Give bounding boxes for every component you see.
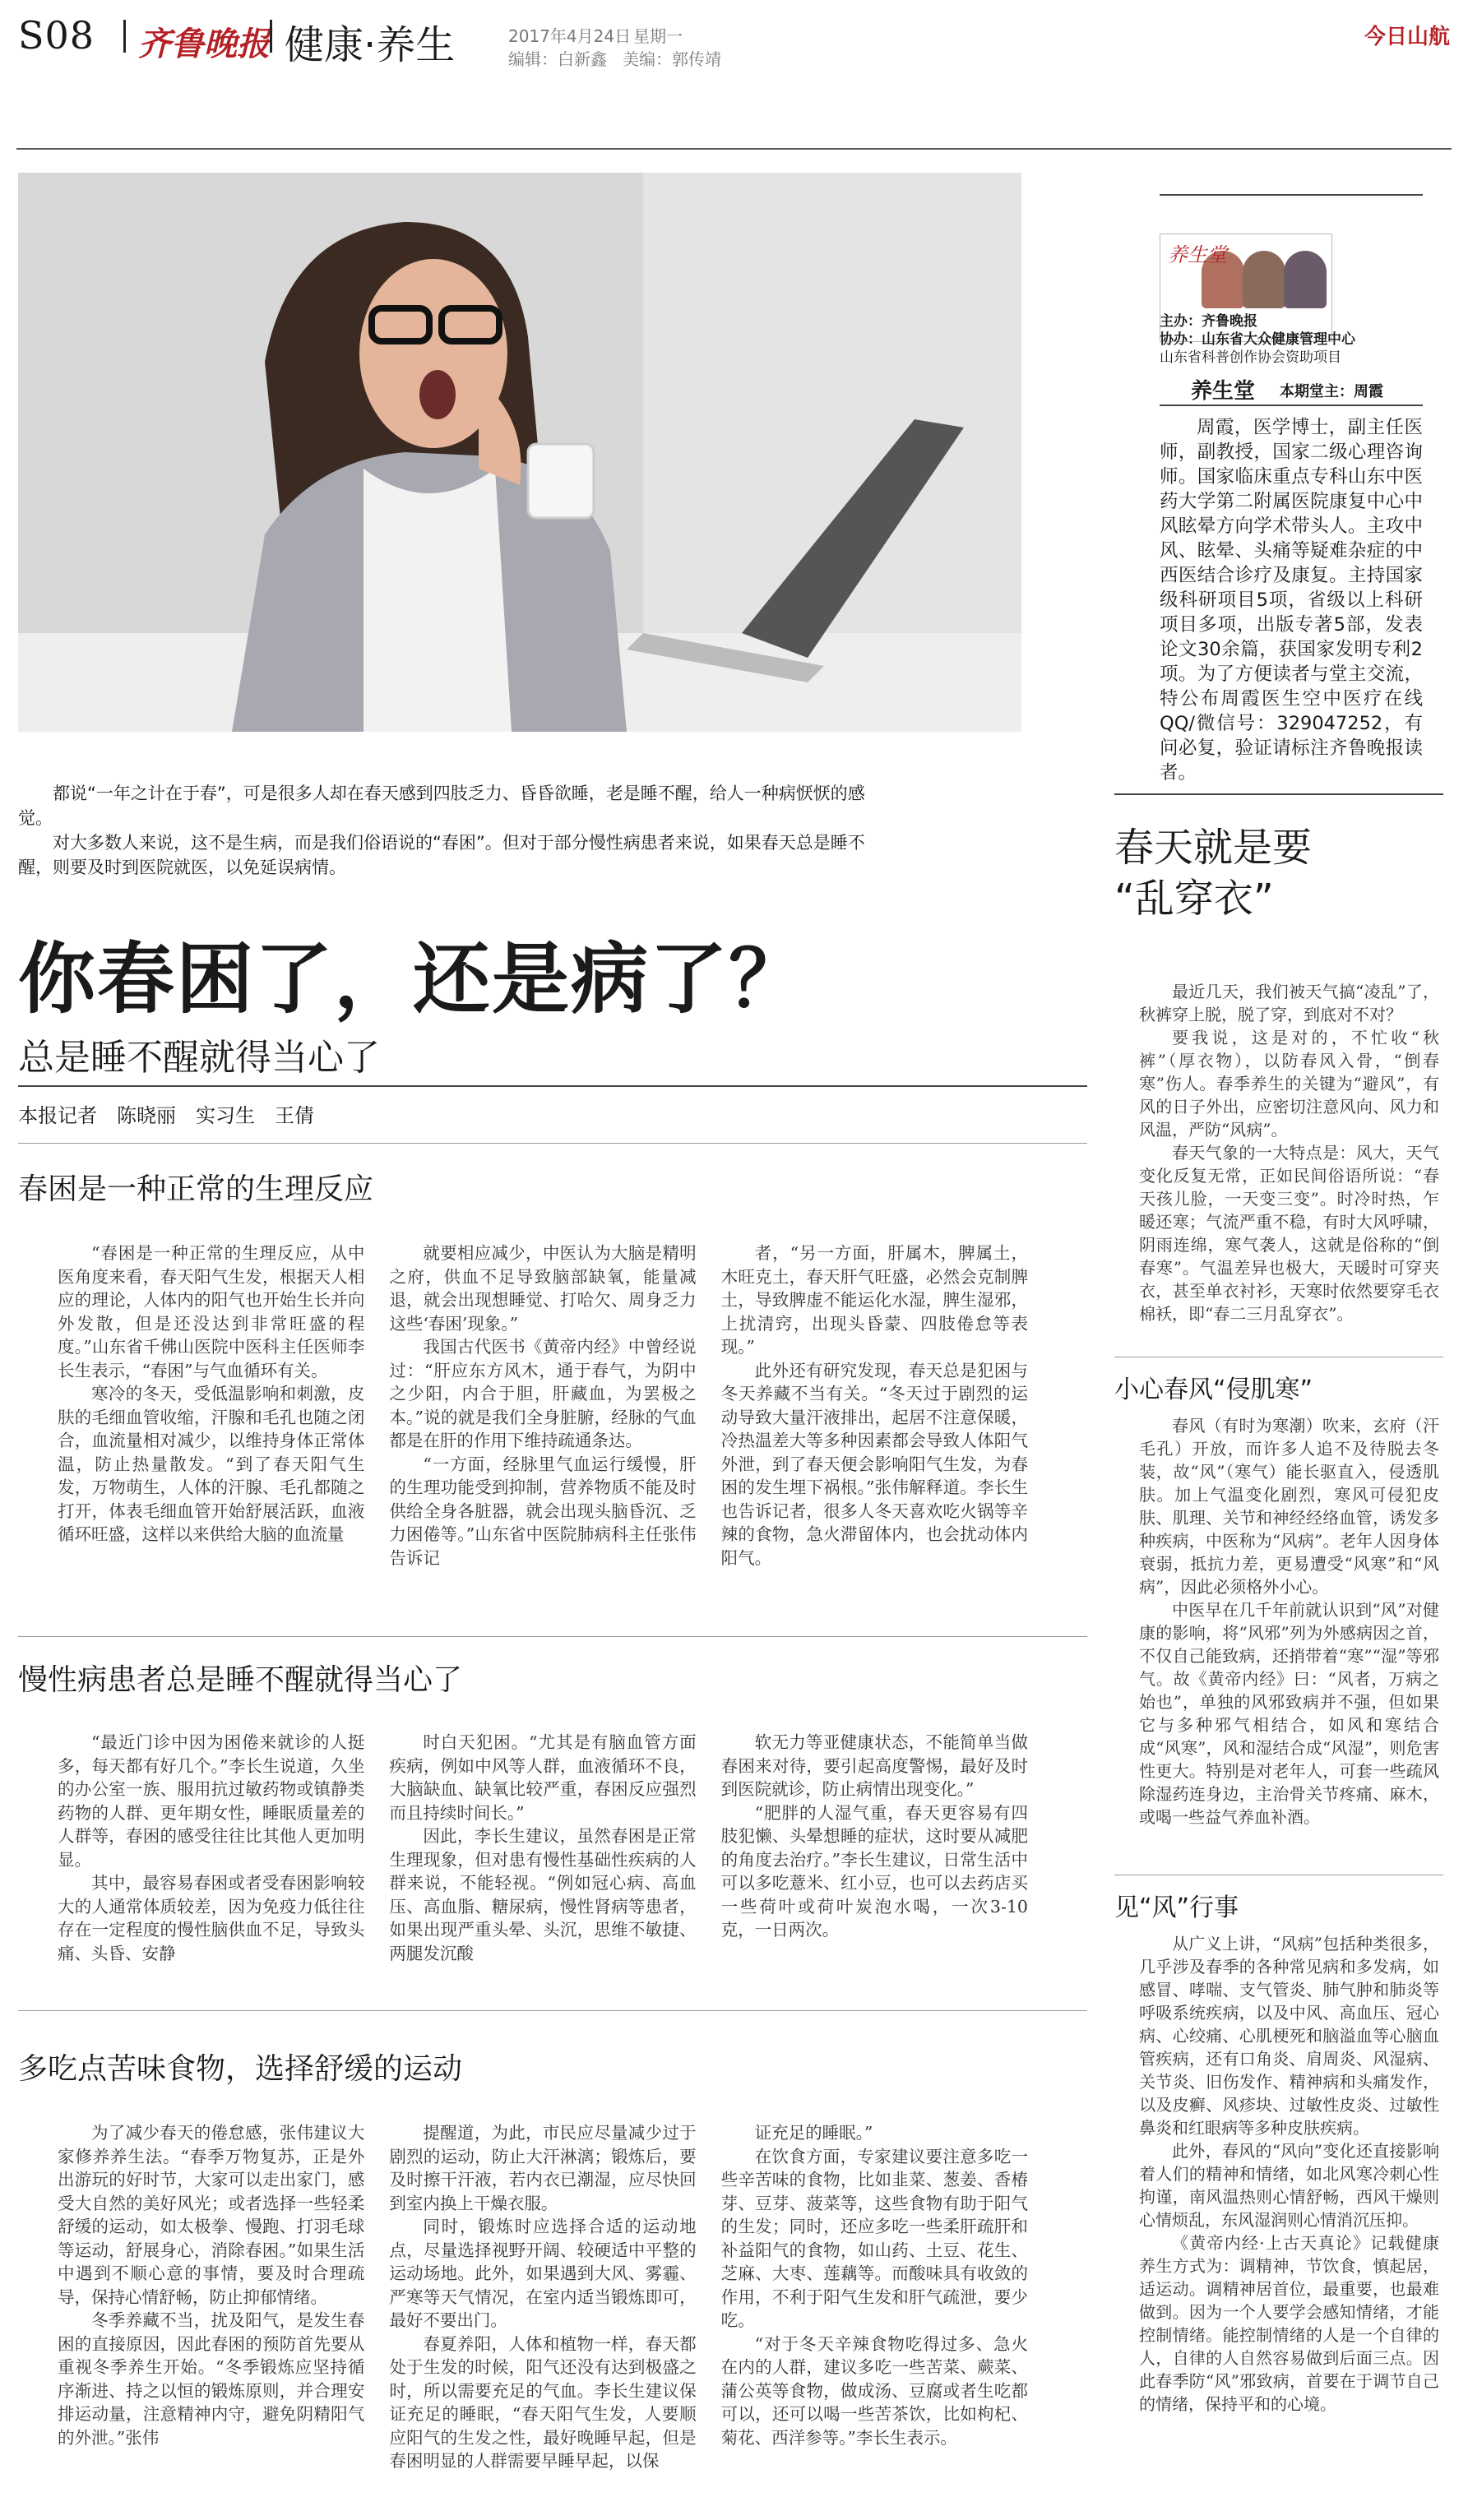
section-heading: 慢性病患者总是睡不醒就得当心了 [18,1663,463,1697]
side-heading: 见“风”行事 [1114,1893,1239,1922]
paragraph: 春天气象的一大特点是：风大，天气变化反复无常，正如民间俗语所说：“春天孩儿脸，一天变三变”。时冷时热，乍暖还寒；气流严重不稳，有时大风呼啸，阴雨连绵，寒气袭人，这就是俗称的“倒春寒”。气温差异也极大，天暖时可穿夹衣，甚至单衣衬衫，天寒时依然要穿毛衣棉袄，即“春二三月乱穿衣”。 [1139,1143,1439,1324]
paragraph: 提醒道，为此，市民应尽量减少过于剧烈的运动，防止大汗淋漓；锻炼后，要及时擦干汗液，若内衣已潮湿，应尽快回到室内换上干燥衣服。 [389,2123,697,2213]
byline-rule [18,1085,1087,1087]
column-assist-org: 协办：山东省大众健康管理中心 [1160,331,1355,348]
section-heading: 春困是一种正常的生理反应 [18,1172,374,1206]
side-heading: 小心春风“侵肌寒” [1114,1376,1313,1404]
side-title-line: 春天就是要 [1114,825,1313,871]
page-number: S08 [18,13,95,58]
paragraph: 春风（有时为寒潮）吹来，玄府（汗毛孔）开放，而许多人追不及待脱去冬装，故“风”（寒气）能长驱直入，侵透肌肤。加上气温变化剧烈，寒风可侵犯皮肤、肌理、关节和神经经络血管，诱发多种疾病，中医称为“风病”。老年人因身体衰弱，抵抗力差，更易遭受“风寒”和“风病”，因此必须格外小心。 [1139,1416,1439,1597]
column-name: 养生堂 [1191,379,1256,404]
paragraph: 软无力等亚健康状态，不能简单当做春困来对待，要引起高度警惕，最好及时到医院就诊，防止病情出现变化。” [720,1732,1028,1799]
section-body [58,1731,1028,1965]
paragraph: “肥胖的人湿气重，春天更容易有四肢犯懒、头晕想睡的症状，这时要从减肥的角度去治疗。”李长生建议，日常生活中可以多吃薏米、红小豆，也可以去药店买一些荷叶或荷叶炭泡水喝，一次3-10克，一日两次。 [720,1802,1028,1940]
column-logo: 养生堂 [1168,243,1227,266]
editor-credit: 编辑：白新鑫 [508,49,607,69]
paragraph: “一方面，经脉里气血运行缓慢，肝的生理功能受到抑制，营养物质不能及时供给全身各脏器，就会出现头脑昏沉、乏力困倦等。”山东省中医院肺病科主任张伟告诉记 [389,1454,697,1568]
header-rule [16,148,1452,150]
paragraph: 时白天犯困。“尤其是有脑血管方面疾病，例如中风等人群，血液循环不良，大脑缺血、缺氧比较严重，春困反应强烈而且持续时间长。” [389,1732,697,1823]
side-title [1114,822,1312,924]
subtitle: 总是睡不醒就得当心了 [18,1037,380,1079]
intro [18,781,882,880]
paragraph: “春困是一种正常的生理反应，从中医角度来看，春天阳气生发，根据天人相应的理论，人体内的阳气也开始生长并向外发散，但是还没达到非常旺盛的程度。”山东省千佛山医院中医科主任医师李长生表示，“春困”与气血循环有关。 [58,1243,365,1380]
header-tag: 今日山航 [1364,25,1450,49]
issue-weekday: 星期一 [633,26,683,46]
paragraph: 中医早在几千年前就认识到“风”对健康的影响，将“风邪”列为外感病因之首，不仅自己能致病，还捎带着“寒”“湿”等邪气。故《黄帝内经》曰：“风者，万病之始也”，单独的风邪致病并不强，但如果它与多种邪气相结合，如风和寒结合成“风寒”，风和湿结合成“风湿”，则危害性更大。特别是对老年人，可套一些疏风除湿药连身边，主治骨关节疼痛、麻木，或喝一些益气养血补酒。 [1139,1600,1439,1827]
section-rule [18,1143,1087,1144]
side-section [1139,1932,1439,2416]
section-body [58,1242,1028,1570]
paragraph: 此外，春风的“风向”变化还直接影响着人们的精神和情绪，如北风寒冷刺心性拘谨，南风温热则心情舒畅，西风干燥则心情烦乱，东风湿润则心情消沉压抑。 [1139,2141,1439,2230]
paragraph: 我国古代医书《黄帝内经》中曾经说过：“肝应东方风木，通于春气，为阴中之少阳，内合于胆，肝藏血，为罢极之本。”说的就是我们全身脏腑，经脉的气血都是在肝的作用下维持疏通条达。 [389,1337,697,1450]
column-top-rule [1160,194,1423,196]
paragraph: 在饮食方面，专家建议要注意多吃一些辛苦味的食物，比如韭菜、葱姜、香椿芽、豆芽、菠菜等，这些食物有助于阳气的生发；同时，还应多吃一些柔肝疏肝和补益阳气的食物，如山药、土豆、花生、芝麻、大枣、莲藕等。而酸味具有收敛的作用，不利于阳气生发和肝气疏泄，要少吃。 [720,2146,1028,2330]
paragraph: 证充足的睡眠。” [754,2123,873,2143]
section-body [58,2121,1028,2473]
side-intro [1139,980,1439,1325]
column-host: 本期堂主：周霞 [1280,383,1383,400]
section-title: 健康·养生 [285,22,456,68]
paragraph: 要我说，这是对的，不忙收“秋裤”（厚衣物），以防春风入骨，“倒春寒”伤人。春季养生的关键为“避风”，有风的日子外出，应密切注意风向、风力和风温，严防“风病”。 [1139,1028,1439,1140]
designer-credit: 美编：郭传靖 [623,49,721,69]
side-title-line: “乱穿衣” [1114,876,1274,922]
paragraph: 就要相应减少，中医认为大脑是精明之府，供血不足导致脑部缺氧，能量减退，就会出现想睡觉、打哈欠、周身乏力这些‘春困’现象。” [389,1243,697,1334]
paragraph: 《黄帝内经·上古天真论》记载健康养生方式为：调精神，节饮食，慎起居，适运动。调精神居首位，最重要，也最难做到。因为一个人要学会感知情绪，才能控制情绪。能控制情绪的人是一个自律的人，自律的人自然容易做到后面三点。因此春季防“风”邪致病，首要在于调节自己的情绪，保持平和的心境。 [1139,2233,1439,2414]
byline: 本报记者 陈晓丽 实习生 王倩 [18,1104,314,1127]
paragraph: 因此，李长生建议，虽然春困是正常生理现象，但对患有慢性基础性疾病的人群来说，不能轻视。“例如冠心病、高血压、高血脂、糖尿病，慢性肾病等患者，如果出现严重头晕、头沉，思维不敏捷、两腿发沉酸 [389,1826,697,1963]
side-rule [1114,793,1443,795]
paragraph: 同时，锻炼时应选择合适的运动地点，尽量选择视野开阔、较硬适中平整的运动场地。此外，如果遇到大风、雾霾、严寒等天气情况，在室内适当锻炼即可，最好不要出门。 [389,2217,697,2330]
yawning-woman-illustration [18,173,1021,732]
issue-date: 2017年4月24日 [508,26,632,46]
paragraph: 寒冷的冬天，受低温影响和刺激，皮肤的毛细血管收缩，汗腺和毛孔也随之闭合，血流量相对减少，以维持身体正常体温，防止热量散发。“到了春天阳气生发，万物萌生，人体的汗腺、毛孔都随之打开，体表毛细血管开始舒展活跃，血液循环旺盛，这样以来供给大脑的血流量 [58,1384,365,1544]
section-heading: 多吃点苦味食物，选择舒缓的运动 [18,2052,463,2086]
column-host-org: 主办：齐鲁晚报 [1160,313,1257,330]
hero-photo [18,173,1021,732]
intro-paragraph: 都说“一年之计在于春”，可是很多人却在春天感到四肢乏力、昏昏欲睡，老是睡不醒，给人一种病恹恹的感觉。 [18,784,865,828]
headline: 你春困了，还是病了？ [18,935,808,1024]
header-divider [123,20,126,53]
header-divider [270,20,272,53]
side-section [1139,1414,1439,1829]
paragraph: 从广义上讲，“风病”包括种类很多，几乎涉及春季的各种常见病和多发病，如感冒、哮喘、支气管炎、肺气肿和肺炎等呼吸系统疾病，以及中风、高血压、冠心病、心绞痛、心肌梗死和脑溢血等心脑血管疾病，还有口角炎、肩周炎、风湿病、关节炎、旧伤发作、精神病和头痛发作，以及皮癣、风疹块、过敏性皮炎、过敏性鼻炎和红眼病等多种皮肤疾病。 [1139,1934,1439,2138]
paragraph: 此外还有研究发现，春天总是犯困与冬天养藏不当有关。“冬天过于剧烈的运动导致大量汗液排出，起居不注意保暖，冷热温差大等多种因素都会导致人体阳气外泄，到了春天便会影响阳气生发，为春困的发生埋下祸根。”张伟解释道。李长生也告诉记者，很多人冬天喜欢吃火锅等辛辣的食物，急火滞留体内，也会扰动体内阳气。 [720,1360,1028,1568]
section-rule [18,1636,1087,1637]
paragraph: 春夏养阳，人体和植物一样，春天都处于生发的时候，阳气还没有达到极盛之时，所以需要充足的气血。李长生建议保证充足的睡眠，“春天阳气生发，人要顺应阳气的生发之性，最好晚睡早起，但是春困明显的人群需要早睡早起，以保 [389,2333,697,2471]
paragraph: “最近门诊中因为困倦来就诊的人挺多，每天都有好几个。”李长生说道，久坐的办公室一族、服用抗过敏药物或镇静类药物的人群、更年期女性，睡眠质量差的人群等，春困的感受往往比其他人更加明显。 [58,1732,365,1870]
column-rule [1160,405,1423,406]
paragraph: 冬季养藏不当，扰及阳气，是发生春困的直接原因，因此春困的预防首先要从重视冬季养生开始。“冬季锻炼应坚持循序渐进、持之以恒的锻炼原则，并合理安排运动量，注意精神内守，避免阴精阳气的外泄。”张伟 [58,2310,365,2448]
paragraph: 其中，最容易春困或者受春困影响较大的人通常体质较差，因为免疫力低往往存在一定程度的慢性脑供血不足，导致头痛、头昏、安静 [58,1873,365,1963]
paragraph: 者，“另一方面，肝属木，脾属土，木旺克土，春天肝气旺盛，必然会克制脾土，导致脾虚不能运化水湿，脾生湿邪，上扰清窍，出现头昏蒙、四肢倦怠等表现。” [720,1243,1028,1357]
intro-paragraph: 对大多数人来说，这不是生病，而是我们俗语说的“春困”。但对于部分慢性病患者来说，如果春天总是睡不醒，则要及时到医院就医，以免延误病情。 [18,833,865,877]
avatar [1284,251,1327,308]
column-fund: 山东省科普创作协会资助项目 [1160,349,1341,366]
avatar [1243,251,1285,308]
column-bio: 周霞，医学博士，副主任医师，副教授，国家二级心理咨询师。国家临床重点专科山东中医药大学第二附属医院康复中心中风眩晕方向学术带头人。主攻中风、眩晕、头痛等疑难杂症的中西医结合诊疗及康复。主持国家级科研项目5项，省级以上科研项目多项，出版专著5部，发表论文30余篇，获国家发明专利2项。为了方便读者与堂主交流，特公布周霞医生空中医疗在线QQ/微信号：329047252，有问必复，验证请标注齐鲁晚报读者。 [1160,417,1423,784]
paragraph: 为了减少春天的倦怠感，张伟建议大家修养养生法。“春季万物复苏，正是外出游玩的好时节，大家可以走出家门，感受大自然的美好风光；或者选择一些轻柔舒缓的运动，如太极拳、慢跑、打羽毛球等运动，舒展身心，消除春困。”如果生活中遇到不顺心意的事情，要及时合理疏导，保持心情舒畅，防止抑郁情绪。 [58,2123,365,2307]
newspaper-logo: 齐鲁晚报 [138,25,270,63]
paragraph: “对于冬天辛辣食物吃得过多、急火在内的人群，建议多吃一些苦菜、蕨菜、蒲公英等食物，做成汤、豆腐或者生吃都可以，还可以喝一些苦茶饮，比如枸杞、菊花、西洋参等。”李长生表示。 [720,2333,1028,2448]
paragraph: 最近几天，我们被天气搞“凌乱”了，秋裤穿上脱，脱了穿，到底对不对？ [1139,982,1439,1024]
section-rule [18,2010,1087,2011]
